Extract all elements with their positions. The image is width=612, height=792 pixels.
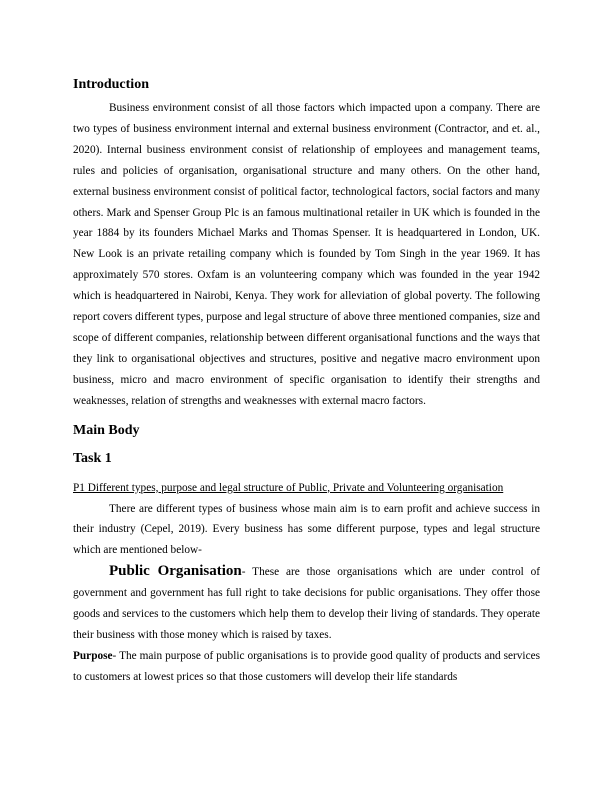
purpose-text: - The main purpose of public organisations is to provide good quality of products and services to customers at lowest prices so that those customers will develop their life standards: [73, 649, 540, 683]
public-organisation-text: - These are those organisations which are under control of government and government has full right to take decisions for public organisations. They offer those goods and services to the customers which help them to develop their living of standards. They operate their business with those money which is raised by taxes.: [73, 566, 540, 641]
document-page: [73, 76, 540, 688]
purpose-label: Purpose: [73, 649, 113, 662]
introduction-paragraph: Business environment consist of all those factors which impacted upon a company. There are two types of business environment internal and external business environment (Contractor, and et. al., 2020). Internal business environment consist of relationship of employees and management teams, rules and policies of organisation, organisational structure and many others. On the other hand, external business environment consist of political factor, technological factors, social factors and many others. Mark and Spenser Group Plc is an famous multinational retailer in UK which is founded in the year 1884 by its founders Michael Marks and Thomas Spenser. It is headquartered in London, UK. New Look is an private retailing company which is founded by Tom Singh in the year 1969. It has approximately 570 stores. Oxfam is an volunteering company which was founded in the year 1942 which is headquartered in Nairobi, Kenya. They work for alleviation of global poverty. The following report covers different types, purpose and legal structure of above three mentioned companies, size and scope of different companies, relationship between different organisational functions and the ways that they link to organisational objectives and structures, positive and negative macro environment upon business, micro and macro environment of specific organisation to identify their strengths and weaknesses, relation of strengths and weaknesses with external macro factors.: [73, 102, 540, 407]
main-body-heading: Main Body: [73, 422, 140, 438]
purpose-paragraph: [73, 646, 540, 688]
task-1-heading: Task 1: [73, 450, 112, 466]
p1-paragraph: There are different types of business whose main aim is to earn profit and achieve success in their industry (Cepel, 2019). Every business has some different purpose, types and legal structure which are mentioned below-: [73, 502, 540, 557]
p1-subheading: P1 Different types, purpose and legal structure of Public, Private and Volunteering organisation: [73, 481, 504, 494]
introduction-heading: Introduction: [73, 77, 149, 92]
public-organisation-paragraph: [73, 561, 540, 646]
public-organisation-label: Public Organisation: [109, 563, 242, 580]
